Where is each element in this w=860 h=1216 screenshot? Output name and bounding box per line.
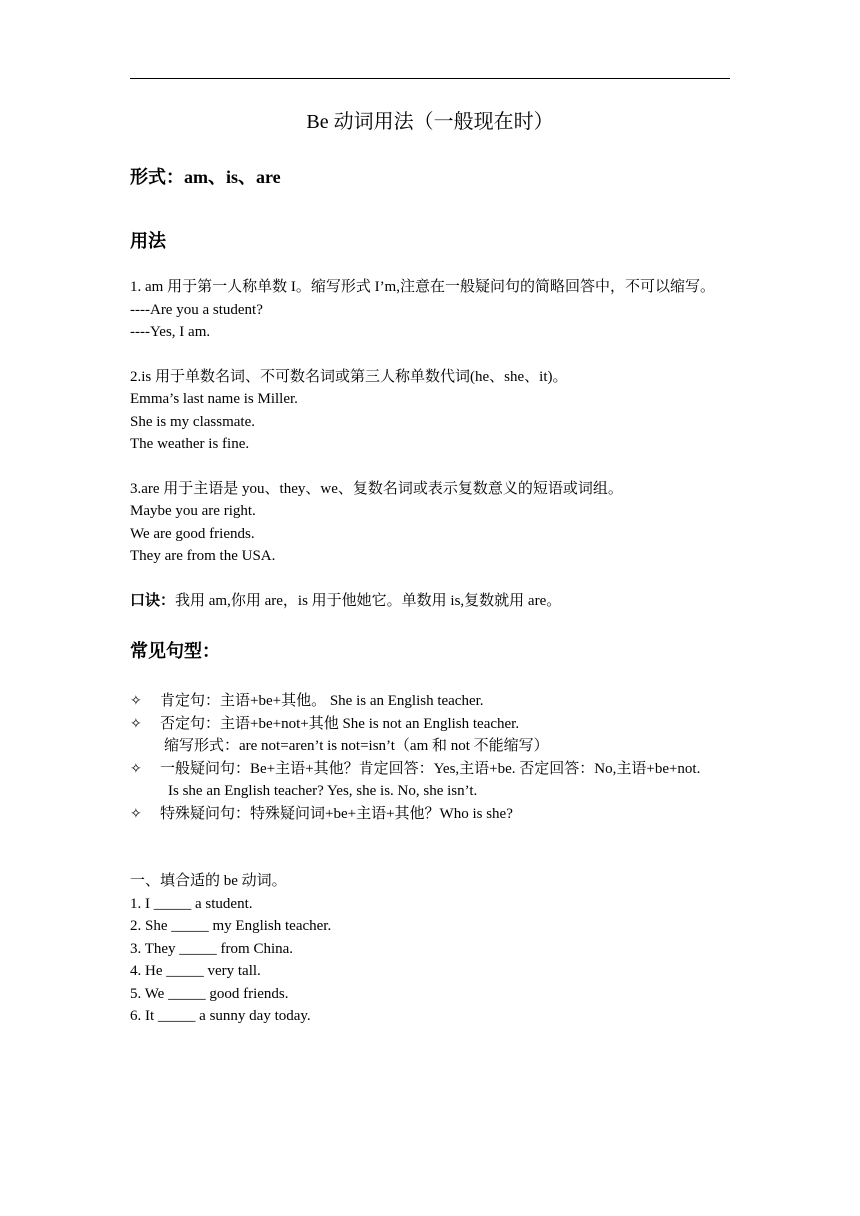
is-example: She is my classmate. <box>130 413 255 430</box>
pattern-negative-short: 缩写形式：are not=aren’t is not=isn’t（am 和 not 不能缩写） <box>164 738 549 754</box>
is-example: Emma’s last name is Miller. <box>130 391 298 407</box>
exercise-item: 4. He _____ very tall. <box>130 963 261 979</box>
usage-heading: 用法 <box>130 231 166 251</box>
diamond-bullet-icon: ✧ <box>130 693 142 709</box>
pattern-affirmative: ✧ 肯定句：主语+be+其他。 She is an English teacher. <box>130 690 730 713</box>
am-example: ----Yes, I am. <box>130 324 211 340</box>
header-rule <box>130 78 730 79</box>
exercise-item: 6. It _____ a sunny day today. <box>130 1008 311 1024</box>
am-example: ----Are you a student? <box>130 301 263 318</box>
diamond-bullet-icon: ✧ <box>130 805 142 822</box>
exercise-item: 2. She _____ my English teacher. <box>130 918 332 934</box>
document-title: Be 动词用法（一般现在时） <box>306 111 554 133</box>
am-rule: 1. am 用于第一人称单数 I。缩写形式 I’m,注意在一般疑问句的简略回答中，不可以缩写。 <box>130 279 715 295</box>
patterns-heading: 常见句型： <box>130 641 220 661</box>
mnemonic-label: 口诀： <box>130 592 176 609</box>
pattern-wh-question: ✧ 特殊疑问句：特殊疑问词+be+主语+其他？Who is she? <box>130 803 730 826</box>
mnemonic <box>130 590 730 613</box>
diamond-bullet-icon: ✧ <box>130 715 142 732</box>
exercise-item: 3. They _____ from China. <box>130 940 294 957</box>
is-rule: 2.is 用于单数名词、不可数名词或第三人称单数代词(he、she、it)。 <box>130 368 568 385</box>
exercise-item: 5. We _____ good friends. <box>130 985 289 1002</box>
exercise-item: 1. I _____ a student. <box>130 895 253 912</box>
is-example: The weather is fine. <box>130 436 250 452</box>
pattern-question-example: Is she an English teacher? Yes, she is. No, she isn’t. <box>168 783 478 799</box>
are-example: Maybe you are right. <box>130 503 256 519</box>
forms-heading: 形式：am、is、are <box>130 167 281 187</box>
mnemonic-text: 我用 am,你用 are，is 用于他她它。单数用 is,复数就用 are。 <box>175 592 562 609</box>
exercise-heading: 一、填合适的 be 动词。 <box>130 873 287 889</box>
are-example: We are good friends. <box>130 525 255 542</box>
pattern-negative: ✧ 否定句：主语+be+not+其他 She is not an English teacher. <box>130 713 730 736</box>
are-rule: 3.are 用于主语是 you、they、we、复数名词或表示复数意义的短语或词组。 <box>130 480 623 497</box>
are-example: They are from the USA. <box>130 548 276 564</box>
document-body <box>130 108 730 1028</box>
pattern-question: ✧ 一般疑问句：Be+主语+其他？肯定回答：Yes,主语+be. 否定回答：No,主语+be+not. <box>130 758 730 781</box>
diamond-bullet-icon: ✧ <box>130 760 142 777</box>
